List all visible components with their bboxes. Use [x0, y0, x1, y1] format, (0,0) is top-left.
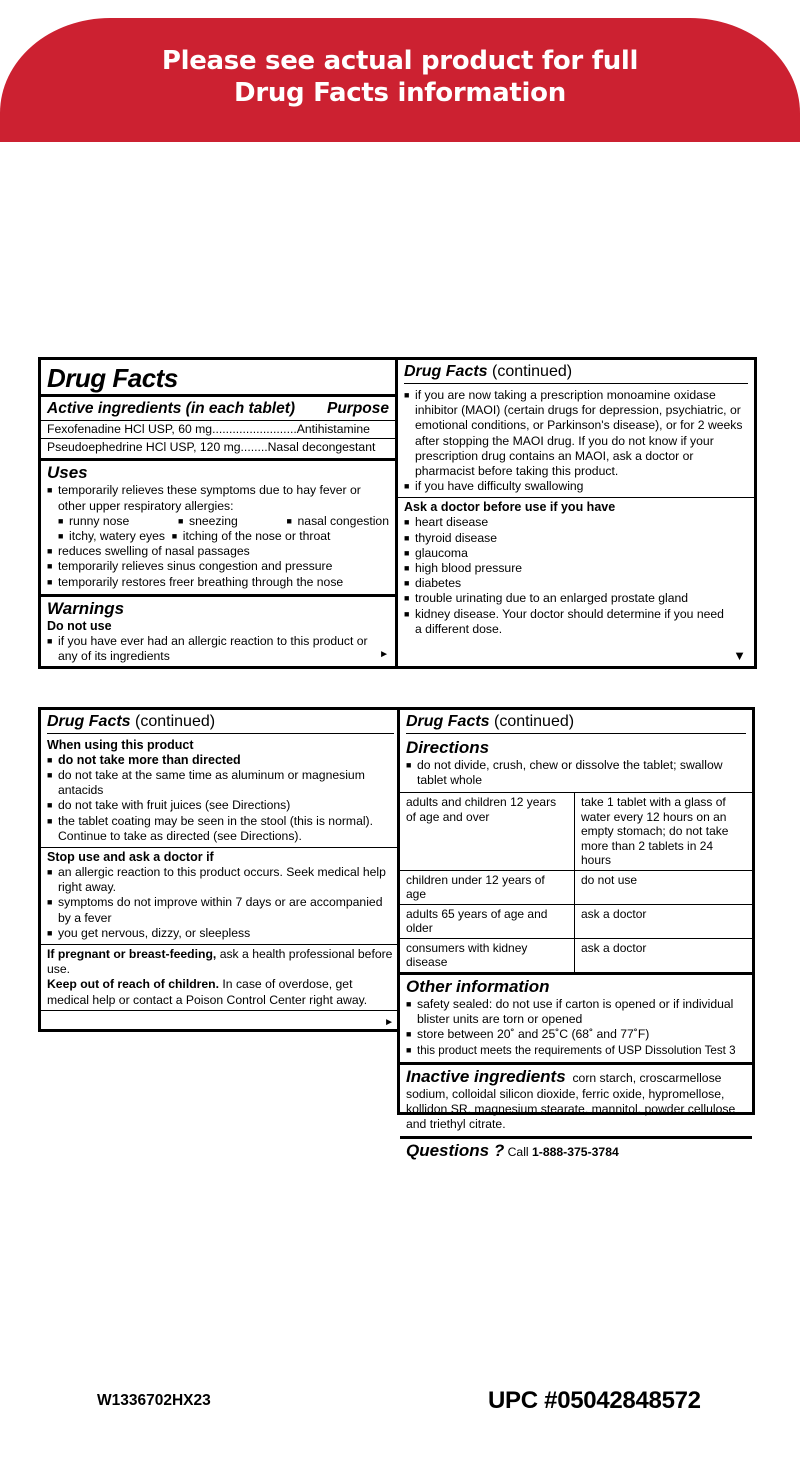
when-using-item: ■ do not take more than directed: [47, 753, 394, 768]
ask-doctor-item: ■ thyroid disease: [404, 531, 748, 546]
pregnancy-warning: If pregnant or breast-feeding, ask a health professional before use.: [47, 947, 393, 977]
ask-doctor-item: ■ trouble urinating due to an enlarged prostate gland: [404, 591, 748, 606]
pregnancy-section: [41, 944, 400, 1008]
ingredient-row-1: Fexofenadine HCl USP, 60 mg.........................Antihistamine: [41, 420, 395, 437]
ingredient-row-2: Pseudoephedrine HCl USP, 120 mg........Nasal decongestant: [41, 438, 395, 455]
uses-item: ■ temporarily relieves sinus congestion and pressure: [47, 559, 389, 574]
uses-item: ■ reduces swelling of nasal passages: [47, 544, 389, 559]
other-information-item: ■ safety sealed: do not use if carton is opened or if individual blister units are torn or opened: [406, 997, 746, 1027]
when-using-item: ■ do not take at the same time as aluminum or magnesium antacids: [47, 768, 394, 798]
ask-doctor-item: ■ diabetes: [404, 576, 748, 591]
directions-heading: Directions: [406, 738, 490, 757]
uses-subitem: ■ sneezing: [178, 514, 238, 529]
directions-table: [400, 792, 752, 972]
continued-header: Drug Facts (continued): [406, 712, 746, 734]
drug-facts-panel-2-left: [38, 707, 400, 1032]
continued-header: Drug Facts (continued): [47, 712, 394, 734]
panel1-right-column: [398, 360, 754, 666]
uses-item: ■ temporarily relieves these symptoms due to hay fever or other upper respiratory allergies:: [47, 483, 389, 513]
uses-section: [41, 458, 395, 589]
uses-subitem: ■ runny nose: [58, 514, 129, 529]
other-information-section: [400, 972, 752, 1058]
directions-what: take 1 tablet with a glass of water every 12 hours on an empty stomach; do not take more than 2 tablets in 24 hours: [575, 793, 753, 871]
ask-doctor-heading: Ask a doctor before use if you have: [404, 500, 616, 515]
panel2-left-column: [41, 710, 400, 1029]
keep-out-of-reach: Keep out of reach of children. In case of overdose, get medical help or contact a Poison Control Center right away.: [47, 977, 368, 1007]
ask-doctor-item: ■ glaucoma: [404, 546, 748, 561]
directions-what: do not use: [575, 870, 753, 904]
banner-text: [0, 45, 800, 109]
table-row: [400, 904, 752, 938]
other-information-item: ■ this product meets the requirements of USP Dissolution Test 3: [406, 1043, 746, 1058]
upc-code: UPC #05042848572: [488, 1387, 701, 1414]
uses-subitem: ■ itchy, watery eyes: [58, 529, 165, 543]
uses-subitem: ■ nasal congestion: [287, 514, 389, 529]
uses-subitem: ■ itching of the nose or throat: [172, 529, 331, 543]
ask-doctor-item: ■ kidney disease. Your doctor should determine if you need a different dose.: [404, 607, 748, 637]
drug-facts-panel-2-right: [397, 707, 755, 1161]
other-information-item: ■ store between 20˚ and 25˚C (68˚ and 77˚F): [406, 1027, 746, 1042]
stop-use-item: ■ you get nervous, dizzy, or sleepless: [47, 926, 394, 941]
warnings-section: [41, 594, 395, 664]
stop-use-heading: Stop use and ask a doctor if: [47, 850, 214, 865]
questions-phone: 1-888-375-3784: [532, 1145, 619, 1160]
do-not-use-item: ■ if you are now taking a prescription monoamine oxidase inhibitor (MAOI) (certain drugs for depression, psychiatric, or emotional conditions, or Parkinson's disease), or for 2 weeks after stopping the MAOI drug. If you do not know if your prescription drug contains an MAOI, ask a doctor or pharmacist before taking this product.: [404, 388, 748, 479]
divider: [41, 1010, 400, 1011]
active-ingredients-section: [41, 394, 395, 455]
ask-doctor-section: [398, 497, 754, 637]
do-not-use-heading: Do not use: [47, 618, 112, 633]
continued-down-arrow-icon: ▼: [733, 647, 746, 663]
stop-use-item: ■ symptoms do not improve within 7 days or are accompanied by a fever: [47, 895, 394, 925]
uses-subitems-row-1: [47, 514, 389, 529]
other-information-heading: Other information: [406, 976, 550, 996]
uses-subitems-row-2: [47, 529, 389, 544]
active-ingredients-heading: Active ingredients (in each tablet): [47, 400, 296, 417]
questions-section: [400, 1136, 752, 1161]
directions-what: ask a doctor: [575, 904, 753, 938]
table-row: [400, 938, 752, 972]
inactive-ingredients: Inactive ingredients corn starch, croscarmellose sodium, colloidal silicon dioxide, ferric oxide, hypromellose, kollidon SR, magnesium stearate, mannitol, powder cellulose and triethyl citrate.: [406, 1066, 736, 1132]
panel1-left-column: [41, 360, 398, 666]
directions-what: ask a doctor: [575, 938, 753, 972]
banner-line-1: Please see actual product for full: [161, 46, 639, 76]
stop-use-section: [41, 847, 400, 941]
drug-facts-title: Drug Facts: [47, 363, 178, 393]
continued-arrow-icon: ►: [384, 1017, 394, 1028]
do-not-use-item: ■ if you have difficulty swallowing: [404, 479, 748, 494]
when-using-item: ■ do not take with fruit juices (see Directions): [47, 798, 394, 813]
directions-who: adults and children 12 years of age and over: [400, 793, 575, 871]
table-row: [400, 793, 752, 871]
when-using-item: ■ the tablet coating may be seen in the stool (this is normal). Continue to take as directed (see Directions).: [47, 814, 394, 844]
directions-who: children under 12 years of age: [400, 870, 575, 904]
do-not-use-item: ■ if you have ever had an allergic reaction to this product or any of its ingredients: [47, 634, 389, 664]
panel2-right-column: [400, 710, 752, 1161]
questions-heading: Questions ?: [406, 1141, 505, 1161]
questions-call: Call: [507, 1145, 529, 1160]
continued-header: Drug Facts (continued): [404, 362, 748, 384]
uses-item: ■ temporarily restores freer breathing through the nose: [47, 575, 389, 590]
directions-who: consumers with kidney disease: [400, 938, 575, 972]
when-using-heading: When using this product: [47, 738, 194, 752]
stop-use-item: ■ an allergic reaction to this product occurs. Seek medical help right away.: [47, 865, 394, 895]
warnings-heading: Warnings: [47, 598, 125, 618]
product-code: W1336702HX23: [97, 1392, 211, 1409]
continued-arrow-icon: ►: [379, 648, 389, 660]
purpose-heading: Purpose: [326, 400, 389, 417]
ask-doctor-item: ■ heart disease: [404, 515, 748, 530]
drug-facts-panel-1: [38, 357, 757, 669]
banner-line-2: Drug Facts information: [234, 78, 566, 108]
directions-who: adults 65 years of age and older: [400, 904, 575, 938]
uses-heading: Uses: [47, 463, 88, 483]
table-row: [400, 870, 752, 904]
directions-item: ■ do not divide, crush, chew or dissolve the tablet; swallow tablet whole: [406, 758, 746, 788]
inactive-ingredients-section: [400, 1062, 752, 1133]
ask-doctor-item: ■ high blood pressure: [404, 561, 748, 576]
